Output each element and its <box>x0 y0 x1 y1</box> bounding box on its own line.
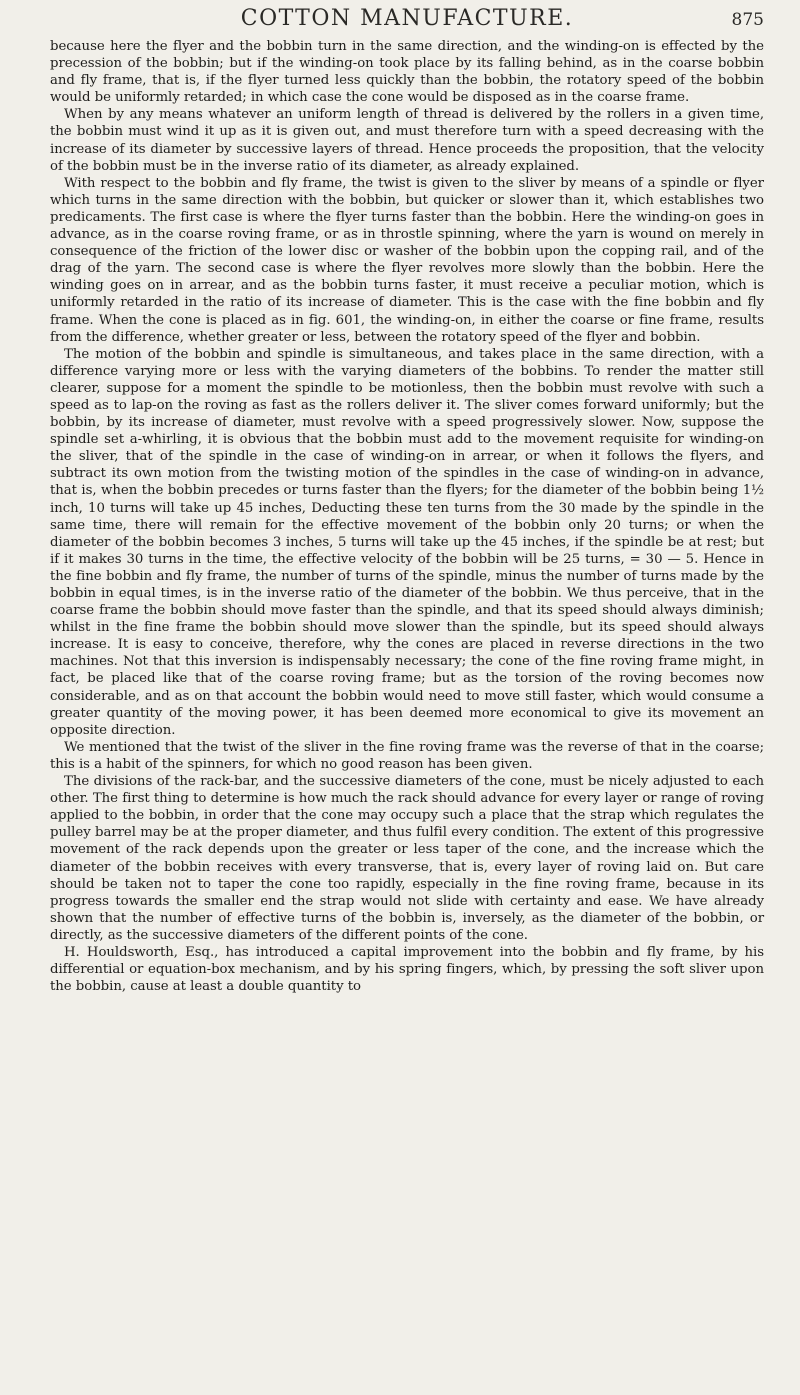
paragraph: We mentioned that the twist of the sliver in the fine roving frame was the reverse of that in the coarse; this is a habit of the spinners, for which no good reason has been given. <box>50 739 764 772</box>
running-title: COTTON MANUFACTURE. <box>240 6 574 31</box>
paragraph: The motion of the bobbin and spindle is simultaneous, and takes place in the same direction, with a difference varying more or less with the varying diameters of the bobbins. To render the matter still clearer, suppose for a moment the spindle to be motionless, then the bobbin must revolve with such a speed as to lap-on the roving as fast as the rollers deliver it. The sliver comes forward uniformly; but the bobbin, by its increase of diameter, must revolve with a speed progressively slower. Now, suppose the spindle set a-whirling, it is obvious that the bobbin must add to the movement requisite for winding-on the sliver, that of the spindle in the case of winding-on in arrear, or when it follows the flyers, and subtract its own motion from the twisting motion of the spindles in the case of winding-on in advance, that is, when the bobbin precedes or turns faster than the flyers; for the diameter of the bobbin being 1½ inch, 10 turns will take up 45 inches, Deducting these ten turns from the 30 made by the spindle in the same time, there will remain for the effective movement of the bobbin only 20 turns; or when the diameter of the bobbin becomes 3 inches, 5 turns will take up the 45 inches, if the spindle be at rest; but if it makes 30 turns in the time, the effective velocity of the bobbin will be 25 turns, = 30 — 5. Hence in the fine bobbin and fly frame, the number of turns of the spindle, minus the number of turns made by the bobbin in equal times, is in the inverse ratio of the diameter of the bobbin. We thus perceive, that in the coarse frame the bobbin should move faster than the spindle, and that its speed should always diminish; whilst in the fine frame the bobbin should move slower than the spindle, but its speed should always increase. It is easy to conceive, therefore, why the cones are placed in reverse directions in the two machines. Not that this inversion is indispensably necessary; the cone of the fine roving frame might, in fact, be placed like that of the coarse roving frame; but as the torsion of the roving becomes now considerable, and as on that account the bobbin would need to move still faster, which would consume a greater quantity of the moving power, it has been deemed more economical to give its movement an opposite direction. <box>50 346 764 738</box>
page-header <box>50 6 764 38</box>
paragraph: because here the flyer and the bobbin turn in the same direction, and the winding-on is effected by the precession of the bobbin; but if the winding-on took place by its falling behind, as in the coarse bobbin and fly frame, that is, if the flyer turned less quickly than the bobbin, the rotatory speed of the bobbin would be uniformly retarded; in which case the cone would be disposed as in the coarse frame. <box>50 39 764 106</box>
paragraph: With respect to the bobbin and fly frame, the twist is given to the sliver by means of a spindle or flyer which turns in the same direction with the bobbin, but quicker or slower than it, which establishes two predicaments. The first case is where the flyer turns faster than the bobbin. Here the winding-on goes in advance, as in the coarse roving frame, or as in throstle spinning, where the yarn is wound on merely in consequence of the friction of the lower disc or washer of the bobbin upon the copping rail, and of the drag of the yarn. The second case is where the flyer revolves more slowly than the bobbin. Here the winding goes on in arrear, and as the bobbin turns faster, it must receive a peculiar motion, which is uniformly retarded in the ratio of its increase of diameter. This is the case with the fine bobbin and fly frame. When the cone is placed as in fig. 601, the winding-on, in either the coarse or fine frame, results from the difference, whether greater or less, between the rotatory speed of the flyer and bobbin. <box>50 175 764 345</box>
paragraph: When by any means whatever an uniform length of thread is delivered by the rollers in a given time, the bobbin must wind it up as it is given out, and must therefore turn with a speed decreasing with the increase of its diameter by successive layers of thread. Hence proceeds the proposition, that the velocity of the bobbin must be in the inverse ratio of its diameter, as already explained. <box>50 107 764 174</box>
page-number: 875 <box>731 10 764 30</box>
paragraph: H. Houldsworth, Esq., has introduced a capital improvement into the bobbin and fly frame, by his differential or equation-box mechanism, and by his spring fingers, which, by pressing the soft sliver upon the bobbin, cause at least a double quantity to <box>50 944 764 995</box>
paragraph: The divisions of the rack-bar, and the successive diameters of the cone, must be nicely adjusted to each other. The first thing to determine is how much the rack should advance for every layer or range of roving applied to the bobbin, in order that the cone may occupy such a place that the strap which regulates the pulley barrel may be at the proper diameter, and thus fulfil every condition. The extent of this progressive movement of the rack depends upon the greater or less taper of the cone, and the increase which the diameter of the bobbin receives with every transverse, that is, every layer of roving laid on. But care should be taken not to taper the cone too rapidly, especially in the fine roving frame, because in its progress towards the smaller end the strap would not slide with certainty and ease. We have already shown that the number of effective turns of the bobbin is, inversely, as the diameter of the bobbin, or directly, as the successive diameters of the different points of the cone. <box>50 774 764 943</box>
body-text <box>50 38 764 995</box>
